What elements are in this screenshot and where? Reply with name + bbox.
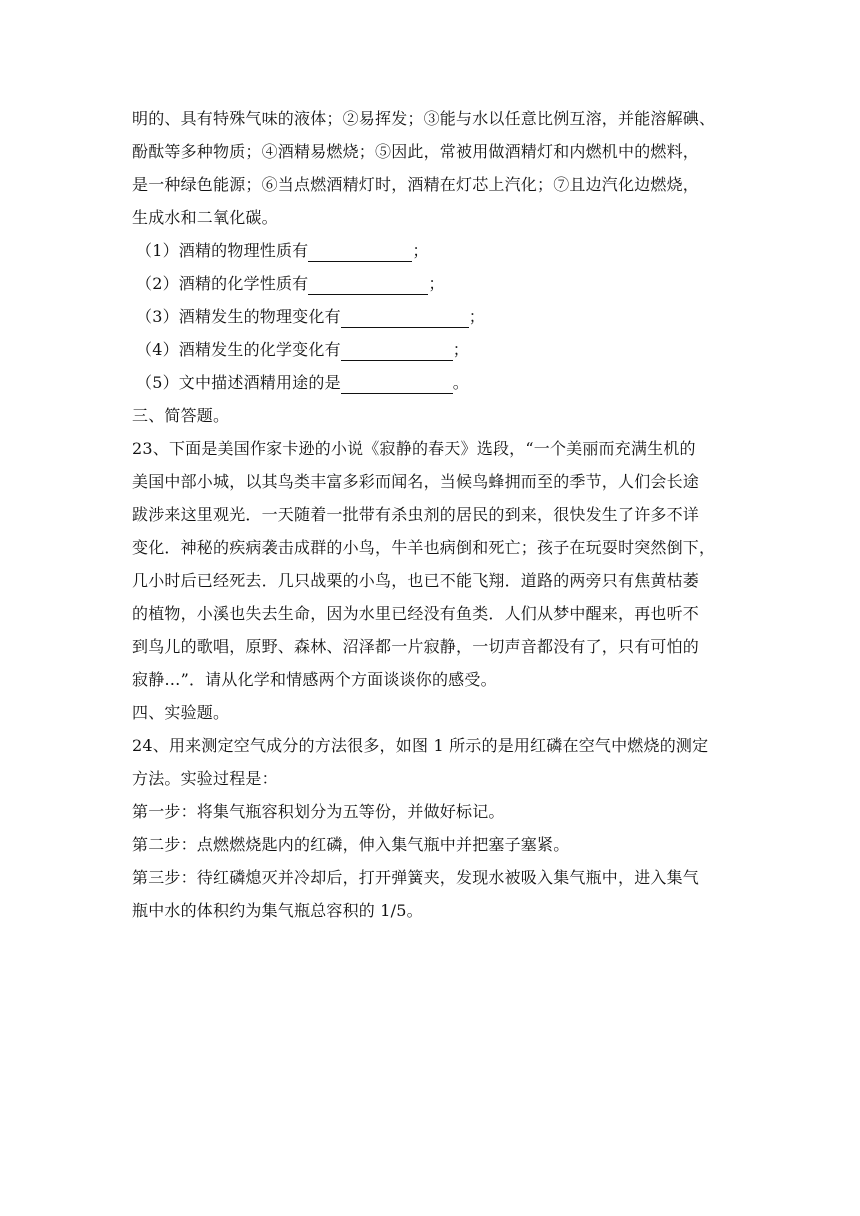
question-23-line: 跋涉来这里观光．一天随着一批带有杀虫剂的居民的到来，很快发生了许多不详 (132, 505, 700, 524)
question-5 (132, 366, 732, 399)
question-24-line: 方法。实验过程是： (132, 769, 278, 788)
question-23-line: 美国中部小城，以其鸟类丰富多彩而闻名，当候鸟蜂拥而至的季节，人们会长途 (132, 472, 700, 491)
question-24-line: 24、用来测定空气成分的方法很多，如图 1 所示的是用红磷在空气中燃烧的测定 (132, 736, 709, 755)
experiment-step-3: 第三步：待红磷熄灭并冷却后，打开弹簧夹，发现水被吸入集气瓶中，进入集气 (132, 868, 700, 887)
question-5-end: 。 (452, 373, 469, 392)
document-page (132, 102, 732, 927)
answer-blank-1[interactable] (308, 241, 412, 262)
question-2-end: ； (428, 274, 445, 293)
answer-blank-3[interactable] (341, 307, 469, 328)
question-5-label: （5）文中描述酒精用途的是 (136, 373, 341, 392)
passage-line: 明的、具有特殊气味的液体；②易挥发；③能与水以任意比例互溶，并能溶解碘、 (132, 109, 716, 128)
question-2 (132, 267, 732, 300)
question-23-line: 23、下面是美国作家卡逊的小说《寂静的春天》选段，“一个美丽而充满生机的 (132, 439, 696, 458)
question-1 (132, 234, 732, 267)
question-3-end: ； (468, 307, 485, 326)
question-23-line: 到鸟儿的歌唱，原野、森林、沼泽都一片寂静，一切声音都没有了，只有可怕的 (132, 637, 700, 656)
question-4-label: （4）酒精发生的化学变化有 (136, 340, 341, 359)
section-4-heading: 四、实验题。 (132, 703, 230, 722)
answer-blank-2[interactable] (308, 274, 428, 295)
question-23-line: 几小时后已经死去．几只战栗的小鸟，也已不能飞翔．道路的两旁只有焦黄枯萎 (132, 571, 700, 590)
answer-blank-4[interactable] (341, 340, 453, 361)
question-2-label: （2）酒精的化学性质有 (136, 274, 309, 293)
answer-blank-5[interactable] (341, 373, 453, 394)
question-1-label: （1）酒精的物理性质有 (136, 241, 309, 260)
question-23-line: 寂静…”．请从化学和情感两个方面谈谈你的感受。 (132, 670, 497, 689)
experiment-step-2: 第二步：点燃燃烧匙内的红磷，伸入集气瓶中并把塞子塞紧。 (132, 835, 570, 854)
passage-line: 是一种绿色能源；⑥当点燃酒精灯时，酒精在灯芯上汽化；⑦且边汽化边燃烧， (132, 175, 700, 194)
experiment-step-3-cont: 瓶中水的体积约为集气瓶总容积的 1/5。 (132, 901, 423, 920)
question-3-label: （3）酒精发生的物理变化有 (136, 307, 341, 326)
question-4-end: ； (452, 340, 469, 359)
question-23-line: 的植物，小溪也失去生命，因为水里已经没有鱼类．人们从梦中醒来，再也听不 (132, 604, 700, 623)
section-3-heading: 三、简答题。 (132, 406, 230, 425)
question-23-line: 变化．神秘的疾病袭击成群的小鸟，牛羊也病倒和死亡；孩子在玩耍时突然倒下， (132, 538, 716, 557)
passage-line: 酚酞等多种物质；④酒精易燃烧；⑤因此，常被用做酒精灯和内燃机中的燃料， (132, 142, 700, 161)
question-3 (132, 300, 732, 333)
question-4 (132, 333, 732, 366)
experiment-step-1: 第一步：将集气瓶容积划分为五等份，并做好标记。 (132, 802, 505, 821)
question-1-end: ； (412, 241, 429, 260)
passage-line: 生成水和二氧化碳。 (132, 208, 278, 227)
